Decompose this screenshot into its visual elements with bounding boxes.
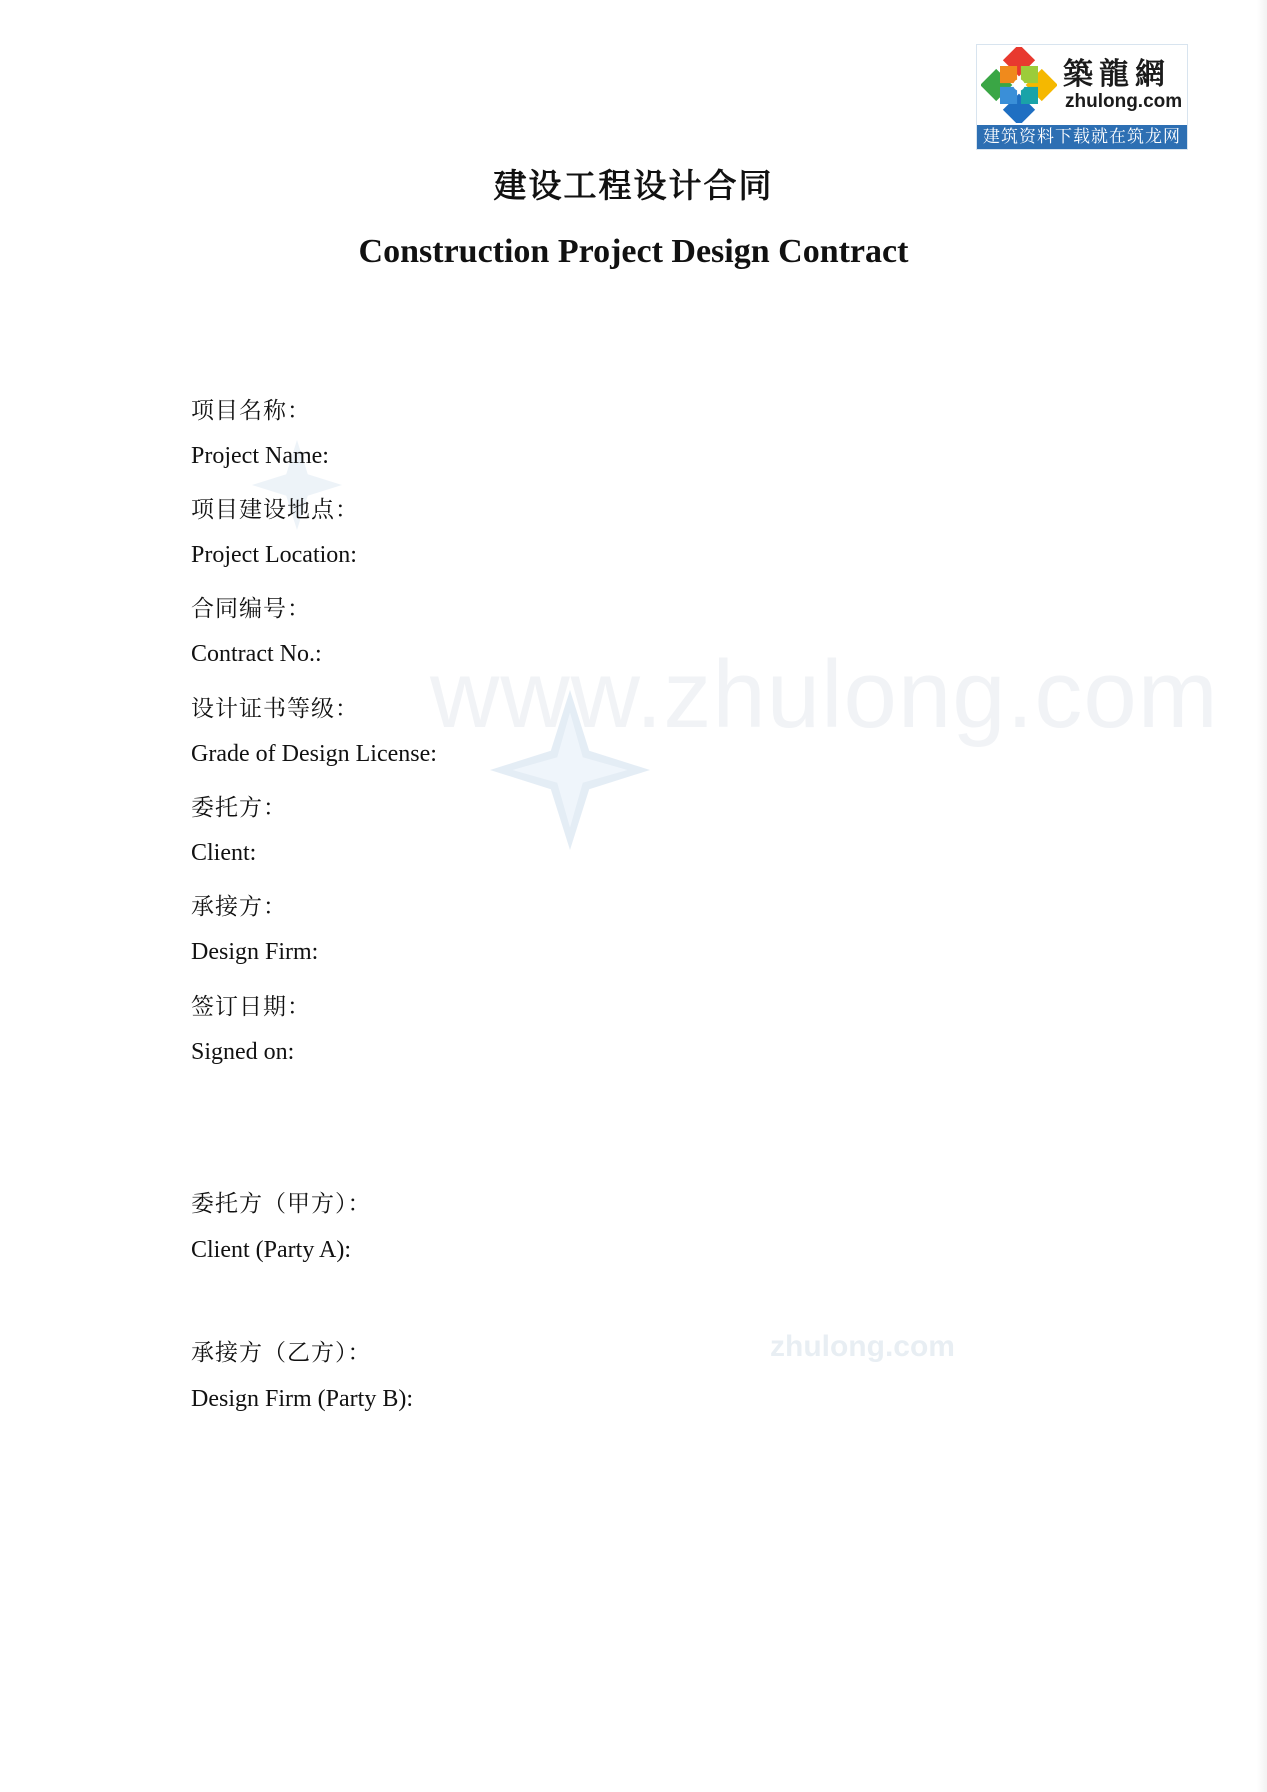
project-name-label-cn: 项目名称： <box>191 398 311 424</box>
project-location-label-en: Project Location: <box>191 542 357 568</box>
logo-slogan: 建筑资料下载就在筑龙网 <box>977 125 1187 149</box>
client-label-cn: 委托方： <box>191 795 287 821</box>
project-location-label-cn: 项目建设地点： <box>191 497 359 523</box>
party-b-label-cn: 承接方（乙方）： <box>191 1340 372 1366</box>
logo-domain: zhulong.com <box>1065 91 1183 112</box>
license-grade-label-en: Grade of Design License: <box>191 741 437 767</box>
zhulong-logo <box>976 44 1188 150</box>
contract-no-label-en: Contract No.: <box>191 641 322 667</box>
contract-no-label-cn: 合同编号： <box>191 596 311 622</box>
project-name-label-en: Project Name: <box>191 443 329 469</box>
design-firm-label-en: Design Firm: <box>191 939 319 965</box>
design-firm-label-cn: 承接方： <box>191 894 287 920</box>
party-b-label-en: Design Firm (Party B): <box>191 1386 413 1412</box>
watermark-text: www.zhulong.com <box>430 641 1219 748</box>
watermark-text-small: zhulong.com <box>770 1330 955 1363</box>
signed-date-label-cn: 签订日期： <box>191 994 311 1020</box>
title-chinese: 建设工程设计合同 <box>493 166 774 205</box>
signed-date-label-en: Signed on: <box>191 1039 295 1065</box>
title-english: Construction Project Design Contract <box>358 233 909 270</box>
logo-chinese-name: 築龍網 <box>1063 57 1171 92</box>
party-a-label-cn: 委托方（甲方）： <box>191 1191 372 1217</box>
license-grade-label-cn: 设计证书等级： <box>191 696 359 722</box>
client-label-en: Client: <box>191 840 257 866</box>
logo-flower-icon <box>981 47 1057 123</box>
party-a-label-en: Client (Party A): <box>191 1237 351 1263</box>
